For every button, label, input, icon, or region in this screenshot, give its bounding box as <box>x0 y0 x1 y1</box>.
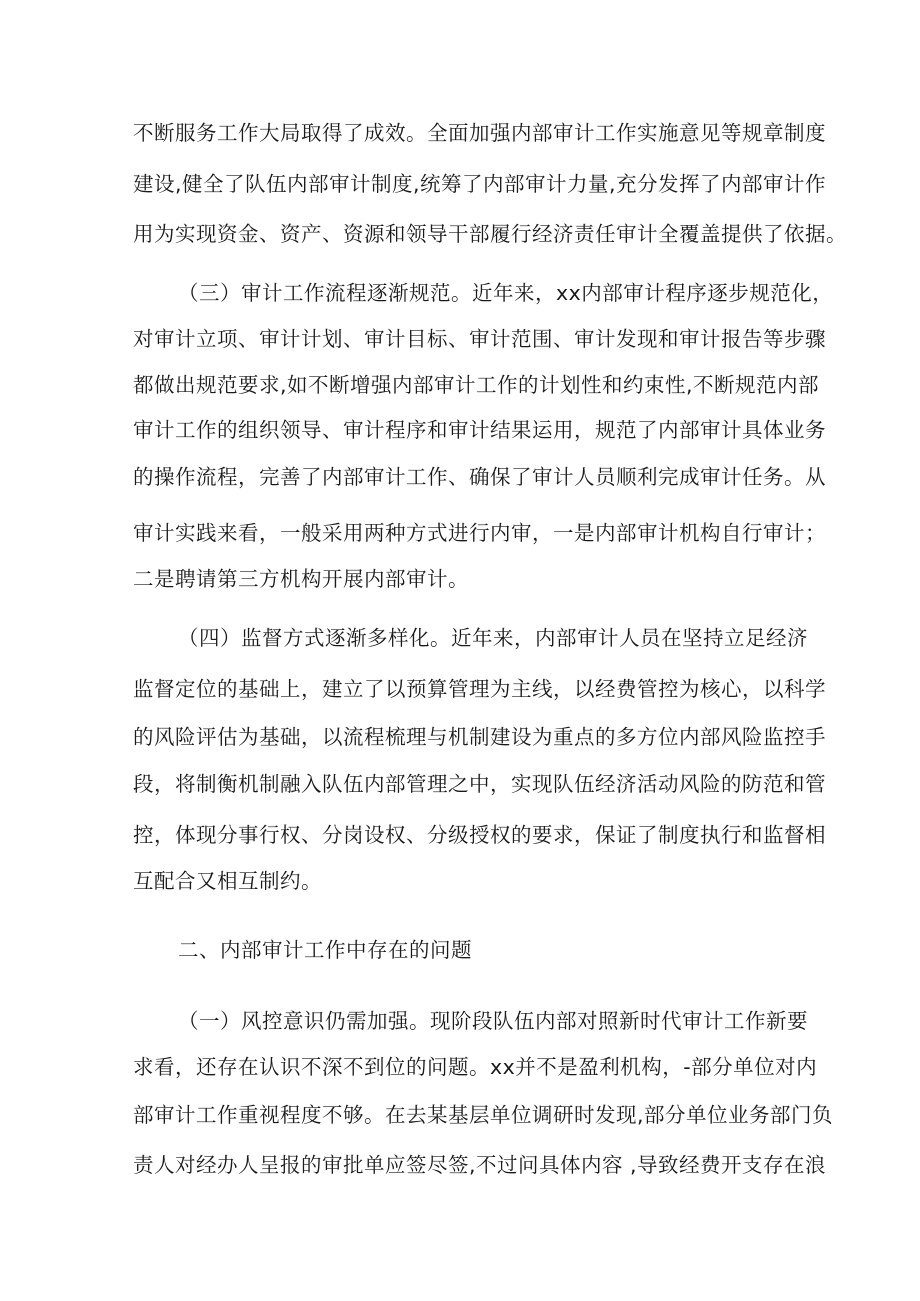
paragraph-line: 部审计工作重视程度不够。在去某基层单位调研时发现,部分单位业务部门负 <box>133 1103 834 1127</box>
paragraph-line: 审计工作的组织领导、审计程序和审计结果运用，规范了内部审计具体业务 <box>133 418 826 442</box>
paragraph-line: 审计实践来看，一般采用两种方式进行内审，一是内部审计机构自行审计； <box>133 521 826 545</box>
paragraph-line: 的操作流程，完善了内部审计工作、确保了审计人员顺利完成审计任务。从 <box>133 465 826 489</box>
paragraph-line: 控，体现分事行权、分岗设权、分级授权的要求，保证了制度执行和监督相 <box>133 823 826 847</box>
paragraph-line: 都做出规范要求,如不断增强内部审计工作的计划性和约束性,不断规范内部 <box>133 373 820 397</box>
paragraph-line: 段，将制衡机制融入队伍内部管理之中，实现队伍经济活动风险的防范和管 <box>133 772 826 796</box>
paragraph-line: 互配合又相互制约。 <box>133 869 322 893</box>
section-heading: 二、内部审计工作中存在的问题 <box>178 938 472 962</box>
paragraph-line: 二是聘请第三方机构开展内部审计。 <box>133 567 469 591</box>
paragraph-line: 求看，还存在认识不深不到位的问题。xx并不是盈利机构，-部分单位对内 <box>133 1055 818 1079</box>
paragraph-line: （一）风控意识仍需加强。现阶段队伍内部对照新时代审计工作新要 <box>178 1009 808 1033</box>
paragraph-line: 对审计立项、审计计划、审计目标、审计范围、审计发现和审计报告等步骤 <box>133 327 826 351</box>
paragraph-line: （三）审计工作流程逐渐规范。近年来，xx内部审计程序逐步规范化， <box>178 281 834 305</box>
paragraph-line: 用为实现资金、资产、资源和领导干部履行经济责任审计全覆盖提供了依据。 <box>133 222 847 246</box>
paragraph-line: 建设,健全了队伍内部审计制度,统筹了内部审计力量,充分发挥了内部审计作 <box>133 172 827 196</box>
paragraph-line: 不断服务工作大局取得了成效。全面加强内部审计工作实施意见等规章制度 <box>133 121 826 145</box>
paragraph-line: （四）监督方式逐渐多样化。近年来，内部审计人员在坚持立足经济 <box>178 626 808 650</box>
paragraph-line: 的风险评估为基础，以流程梳理与机制建设为重点的多方位内部风险监控手 <box>133 725 826 749</box>
paragraph-line: 监督定位的基础上，建立了以预算管理为主线，以经费管控为核心，以科学 <box>133 677 826 701</box>
paragraph-line: 责人对经办人呈报的审批单应签尽签,不过问具体内容 ,导致经费开支存在浪 <box>133 1153 827 1177</box>
